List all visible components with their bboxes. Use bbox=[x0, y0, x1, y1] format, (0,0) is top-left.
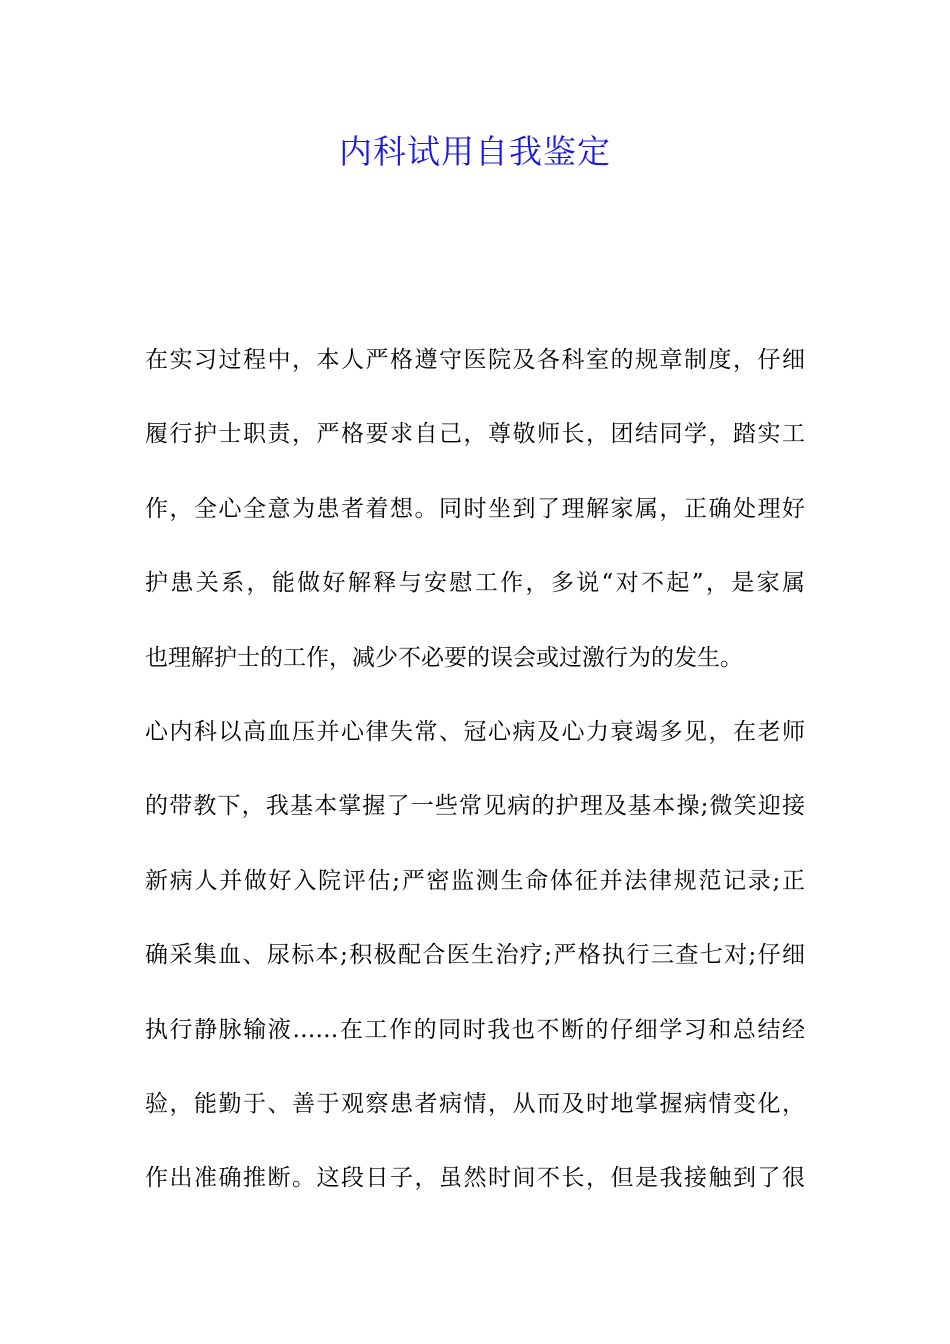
body-line-1: 在实习过程中，本人严格遵守医院及各科室的规章制度，仔细 bbox=[145, 347, 805, 373]
body-line-2: 履行护士职责，严格要求自己，尊敬师长，团结同学，踏实工 bbox=[145, 421, 805, 448]
body-line-5: 也理解护士的工作，减少不必要的误会或过激行为的发生。 bbox=[145, 644, 743, 671]
body-line-8: 新病人并做好入院评估;严密监测生命体征并法律规范记录;正 bbox=[145, 867, 805, 894]
body-line-10: 执行静脉输液……在工作的同时我也不断的仔细学习和总结经 bbox=[145, 1016, 805, 1043]
body-line-9: 确采集血、尿标本;积极配合医生治疗;严格执行三查七对;仔细 bbox=[145, 942, 805, 969]
body-line-6: 心内科以高血压并心律失常、冠心病及心力衰竭多见，在老师 bbox=[145, 718, 805, 745]
document-title: 内科试用自我鉴定 bbox=[339, 132, 611, 171]
body-line-11: 验，能勤于、善于观察患者病情，从而及时地掌握病情变化， bbox=[145, 1090, 805, 1117]
body-line-4: 护患关系，能做好解释与安慰工作，多说“对不起”，是家属 bbox=[145, 570, 805, 597]
body-line-12: 作出准确推断。这段日子，虽然时间不长，但是我接触到了很 bbox=[145, 1165, 805, 1192]
body-line-3: 作，全心全意为患者着想。同时坐到了理解家属，正确处理好 bbox=[145, 495, 805, 522]
document-body bbox=[145, 340, 805, 1233]
body-line-7: 的带教下，我基本掌握了一些常见病的护理及基本操;微笑迎接 bbox=[145, 793, 805, 820]
